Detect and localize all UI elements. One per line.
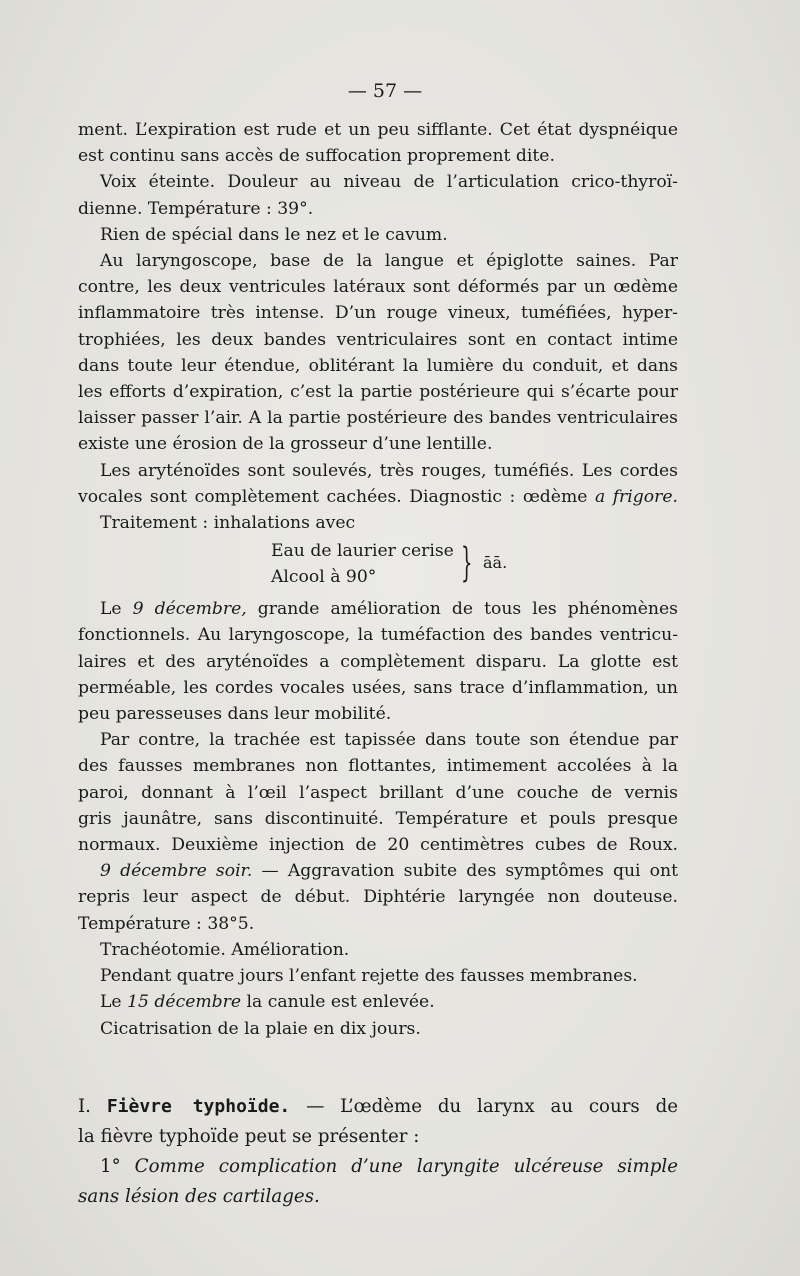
prescription-formula [78, 538, 678, 590]
paragraph-10 [78, 937, 678, 963]
text-span: — L’œdème du larynx au cours de [290, 1095, 678, 1117]
item-number: 1° [100, 1155, 121, 1177]
text-line: dans toute leur étendue, oblitérant la lumière du conduit, et dans [78, 355, 678, 376]
text-line: existe une érosion de la grosseur d’une lentille. [78, 434, 493, 455]
item-italic: Comme complication d’une laryngite ulcéreuse simple [120, 1155, 678, 1177]
text-line: Au laryngoscope, base de la langue et épiglotte saines. Par [100, 251, 678, 272]
text-line: Traitement : inhalations avec [100, 513, 356, 534]
date-italic: 9 décembre soir. [100, 861, 253, 882]
text-line: Cicatrisation de la plaie en dix jours. [100, 1018, 421, 1039]
text-line: inflammatoire très intense. D’un rouge vineux, tuméfiées, hyper- [78, 303, 678, 324]
text-line: Les aryténoïdes sont soulevés, très rouges, tuméfiés. Les cordes [100, 460, 678, 481]
formula-item-1: Eau de laurier cerise [271, 541, 454, 562]
formula-ana: āā. [483, 553, 508, 573]
text-line: Par contre, la trachée est tapissée dans toute son étendue par [100, 730, 678, 751]
text-line: trophiées, les deux bandes ventriculaires sont en contact intime [78, 329, 678, 350]
text-line [78, 1182, 678, 1212]
paragraph-13 [78, 1016, 678, 1042]
section-title: Fièvre typhoïde. [106, 1095, 291, 1117]
paragraph-2 [78, 169, 678, 221]
text-span: — Aggravation subite des symptômes qui ont [252, 861, 678, 882]
text-span: grande amélioration de tous les phénomènes [246, 599, 678, 620]
section-typhoid [78, 1092, 678, 1212]
text-line: Trachéotomie. Amélioration. [100, 939, 350, 960]
formula-brace: } [461, 540, 473, 587]
section-heading-line [78, 1092, 678, 1122]
text-line [78, 989, 678, 1015]
text-line: perméable, les cordes vocales usées, sans trace d’inflammation, un [78, 677, 678, 698]
text-span: la canule est enlevée. [241, 992, 435, 1013]
paragraph-8 [78, 727, 678, 858]
paragraph-9 [78, 858, 678, 937]
paragraph-1 [78, 117, 678, 169]
text-line: ment. L’expiration est rude et un peu sifflante. Cet état dyspnéique [78, 120, 678, 140]
paragraph-11 [78, 963, 678, 989]
text-line: laisser passer l’air. A la partie postérieure des bandes ventriculaires [78, 408, 678, 429]
text-line [78, 596, 678, 622]
text-line [78, 1152, 678, 1182]
body-text [78, 117, 678, 1212]
section-gap [78, 1042, 678, 1092]
text-line: Rien de spécial dans le nez et le cavum. [100, 224, 448, 245]
paragraph-5 [78, 458, 678, 510]
item-italic: sans lésion des cartilages. [78, 1185, 320, 1207]
text-line: est continu sans accès de suffocation proprement dite. [78, 146, 555, 167]
text-line: gris jaunâtre, sans discontinuité. Température et pouls presque [78, 808, 678, 829]
text-line: dienne. Température : 39°. [78, 198, 314, 219]
text-line: fonctionnels. Au laryngoscope, la tuméfaction des bandes ventricu- [78, 625, 678, 646]
text-line: les efforts d’expiration, c’est la partie postérieure qui s’écarte pour [78, 382, 678, 403]
text-span: Le [100, 992, 128, 1013]
latin-term: a frigore. [594, 486, 678, 507]
text-line: Température : 38°5. [78, 913, 255, 934]
text-line: contre, les deux ventricules latéraux sont déformés par un œdème [78, 277, 678, 298]
page-number: — 57 — [347, 80, 423, 102]
section-number: I. [78, 1095, 91, 1117]
text-span: vocales sont complètement cachées. Diagnostic : œdème [78, 486, 595, 507]
paragraph-12 [78, 989, 678, 1015]
text-line: peu paresseuses dans leur mobilité. [78, 704, 392, 725]
text-line: repris leur aspect de début. Diphtérie laryngée non douteuse. [78, 887, 678, 908]
text-line: Pendant quatre jours l’enfant rejette des fausses membranes. [100, 966, 638, 987]
text-line: normaux. Deuxième injection de 20 centimètres cubes de Roux. [78, 835, 678, 856]
text-span: Le [100, 599, 133, 620]
date-italic: 9 décembre, [132, 599, 247, 620]
paragraph-6 [78, 510, 678, 536]
text-line: paroi, donnant à l’œil l’aspect brillant d’une couche de vernis [78, 782, 678, 803]
text-line [78, 858, 678, 884]
text-line: des fausses membranes non flottantes, intimement accolées à la [78, 756, 678, 777]
text-line: laires et des aryténoïdes a complètement disparu. La glotte est [78, 651, 678, 672]
text-line: Voix éteinte. Douleur au niveau de l’articulation crico-thyroï- [100, 172, 678, 193]
paragraph-3 [78, 222, 678, 248]
formula-item-2: Alcool à 90° [271, 567, 377, 588]
date-italic: 15 décembre [127, 992, 242, 1013]
text-line [78, 484, 678, 510]
paragraph-7 [78, 596, 678, 727]
paragraph-4 [78, 248, 678, 458]
text-line: la fièvre typhoïde peut se présenter : [78, 1125, 420, 1147]
